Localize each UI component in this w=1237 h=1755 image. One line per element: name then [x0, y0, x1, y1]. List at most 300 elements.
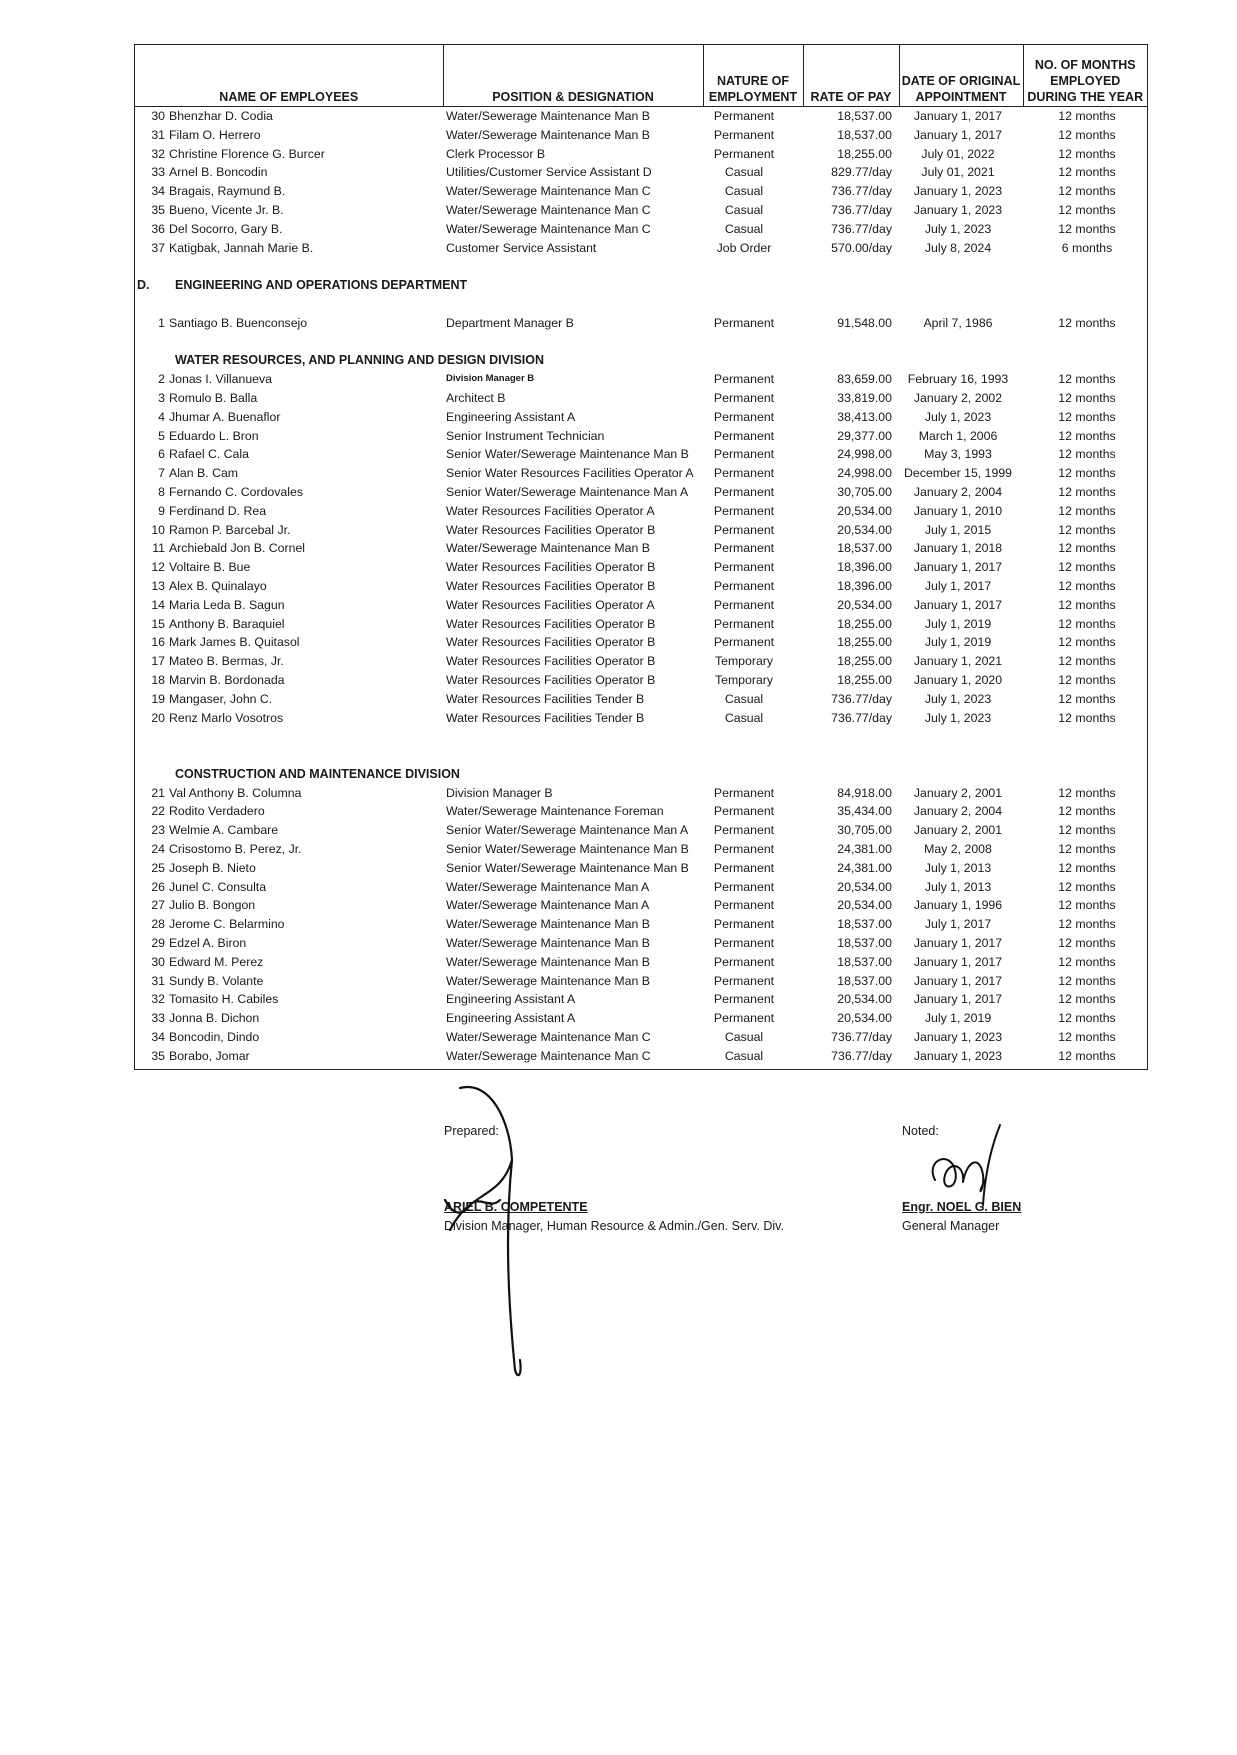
table-row	[135, 370, 1147, 389]
date-of-appointment: January 1, 2017	[913, 597, 1003, 612]
date-of-appointment: January 1, 2017	[913, 109, 1003, 123]
nature-of-employment: Job Order	[716, 240, 772, 255]
employee-name: Edward M. Perez	[169, 954, 264, 969]
months-employed: 12 months	[1058, 654, 1116, 669]
position-designation: Water Resources Facilities Operator B	[446, 578, 656, 593]
nature-of-employment: Permanent	[713, 560, 775, 575]
date-of-appointment: July 1, 2013	[924, 860, 992, 875]
table-row	[135, 539, 1147, 558]
position-designation: Water Resources Facilities Operator B	[446, 635, 656, 650]
nature-of-employment: Permanent	[713, 390, 775, 405]
table-row	[135, 840, 1147, 859]
rate-of-pay: 736.77/day	[831, 1030, 892, 1045]
nature-of-employment: Permanent	[713, 954, 775, 969]
position-designation: Water/Sewerage Maintenance Man C	[446, 221, 651, 236]
date-of-appointment: January 1, 2021	[913, 654, 1003, 669]
row-number: 33	[151, 165, 165, 180]
months-employed: 12 months	[1058, 691, 1116, 706]
employee-name: Fernando C. Cordovales	[169, 484, 303, 499]
table-row	[135, 652, 1147, 671]
nature-of-employment: Permanent	[713, 1011, 775, 1026]
position-designation: Water/Sewerage Maintenance Man B	[446, 973, 650, 988]
row-number: 31	[151, 973, 165, 988]
months-employed: 12 months	[1058, 541, 1116, 556]
employee-name: Santiago B. Buenconsejo	[169, 315, 308, 330]
date-of-appointment: July 8, 2024	[924, 240, 992, 255]
table-row	[135, 107, 1147, 126]
months-employed: 12 months	[1058, 1011, 1116, 1026]
nature-of-employment: Permanent	[713, 785, 775, 800]
date-of-appointment: July 1, 2019	[924, 635, 992, 650]
nature-of-employment: Permanent	[713, 522, 775, 537]
table-row	[135, 1028, 1147, 1047]
row-number: 4	[158, 409, 165, 424]
nature-of-employment: Permanent	[713, 428, 775, 443]
row-number: 27	[151, 898, 165, 913]
months-employed: 12 months	[1058, 879, 1116, 894]
section-d-heading	[135, 276, 1147, 295]
date-of-appointment: January 1, 2017	[913, 992, 1003, 1007]
table-row	[135, 389, 1147, 408]
nature-of-employment: Casual	[724, 1030, 764, 1045]
noted-name: Engr. NOEL G. BIEN	[902, 1200, 1022, 1214]
employee-name: Bhenzhar D. Codia	[169, 109, 273, 123]
rate-of-pay: 18,537.00	[837, 541, 892, 556]
row-number: 12	[151, 560, 165, 575]
employee-name: Arnel B. Boncodin	[169, 165, 268, 180]
position-designation: Water/Sewerage Maintenance Man B	[446, 109, 650, 123]
prepared-name: ARIEL B. COMPETENTE	[444, 1200, 588, 1214]
row-number: 35	[151, 1048, 165, 1063]
nature-of-employment: Permanent	[713, 860, 775, 875]
table-row	[135, 690, 1147, 709]
position-designation: Engineering Assistant A	[446, 1011, 576, 1026]
table-row	[135, 784, 1147, 803]
date-of-appointment: January 1, 2023	[913, 202, 1003, 217]
table-row	[135, 972, 1147, 991]
row-number: 16	[151, 635, 165, 650]
table-row	[135, 596, 1147, 615]
nature-of-employment: Permanent	[713, 635, 775, 650]
months-employed: 12 months	[1058, 315, 1116, 330]
date-of-appointment: January 2, 2004	[913, 804, 1003, 819]
row-number: 19	[151, 691, 165, 706]
months-employed: 12 months	[1058, 578, 1116, 593]
rate-of-pay: 18,255.00	[837, 672, 892, 687]
table-row	[135, 990, 1147, 1009]
nature-of-employment: Permanent	[713, 936, 775, 951]
rate-of-pay: 20,534.00	[837, 503, 892, 518]
date-of-appointment: January 2, 2004	[913, 484, 1003, 499]
position-designation: Water/Sewerage Maintenance Man C	[446, 202, 651, 217]
employee-name: Jonas I. Villanueva	[169, 372, 272, 387]
position-designation: Water Resources Facilities Operator A	[446, 503, 655, 518]
rate-of-pay: 24,998.00	[837, 447, 892, 462]
date-of-appointment: January 1, 2017	[913, 127, 1003, 142]
header-nature: NATURE OF EMPLOYMENT	[703, 45, 803, 107]
row-number: 29	[151, 936, 165, 951]
employee-name: Jhumar A. Buenaflor	[169, 409, 281, 424]
months-employed: 12 months	[1058, 898, 1116, 913]
date-of-appointment: July 1, 2017	[924, 917, 992, 932]
employee-name: Eduardo L. Bron	[169, 428, 259, 443]
nature-of-employment: Casual	[724, 691, 764, 706]
position-designation: Senior Water/Sewerage Maintenance Man A	[446, 823, 689, 838]
position-designation: Utilities/Customer Service Assistant D	[446, 165, 652, 180]
date-of-appointment: July 1, 2013	[924, 879, 992, 894]
employee-name: Val Anthony B. Columna	[169, 785, 302, 800]
nature-of-employment: Permanent	[713, 879, 775, 894]
nature-of-employment: Permanent	[713, 823, 775, 838]
months-employed: 12 months	[1058, 917, 1116, 932]
rate-of-pay: 736.77/day	[831, 184, 892, 199]
rate-of-pay: 736.77/day	[831, 221, 892, 236]
months-employed: 12 months	[1058, 710, 1116, 725]
months-employed: 12 months	[1058, 973, 1116, 988]
table-row	[135, 558, 1147, 577]
table-header	[135, 45, 1147, 107]
row-number: 23	[151, 823, 165, 838]
date-of-appointment: July 1, 2023	[924, 409, 992, 424]
position-designation: Senior Water/Sewerage Maintenance Man B	[446, 842, 689, 857]
row-number: 9	[158, 503, 165, 518]
table-row	[135, 521, 1147, 540]
header-rate: RATE OF PAY	[803, 45, 899, 107]
date-of-appointment: January 1, 2017	[913, 954, 1003, 969]
months-employed: 12 months	[1058, 503, 1116, 518]
months-employed: 12 months	[1058, 1030, 1116, 1045]
row-number: 34	[151, 184, 165, 199]
table-row	[135, 915, 1147, 934]
employee-name: Sundy B. Volante	[169, 973, 264, 988]
row-number: 18	[151, 672, 165, 687]
nature-of-employment: Permanent	[713, 447, 775, 462]
employee-name: Tomasito H. Cabiles	[169, 992, 279, 1007]
position-designation: Water Resources Facilities Operator B	[446, 522, 656, 537]
rate-of-pay: 20,534.00	[837, 522, 892, 537]
rate-of-pay: 30,705.00	[837, 823, 892, 838]
employee-name: Archiebald Jon B. Cornel	[169, 541, 306, 556]
rate-of-pay: 18,396.00	[837, 560, 892, 575]
months-employed: 12 months	[1058, 127, 1116, 142]
date-of-appointment: July 1, 2019	[924, 616, 992, 631]
employee-name: Mark James B. Quitasol	[169, 635, 300, 650]
rate-of-pay: 18,255.00	[837, 635, 892, 650]
division-title: CONSTRUCTION AND MAINTENANCE DIVISION	[175, 766, 460, 781]
employee-name: Maria Leda B. Sagun	[169, 597, 285, 612]
months-employed: 12 months	[1058, 842, 1116, 857]
rate-of-pay: 736.77/day	[831, 710, 892, 725]
employee-name: Ramon P. Barcebal Jr.	[169, 522, 291, 537]
nature-of-employment: Permanent	[713, 315, 775, 330]
table-row	[135, 182, 1147, 201]
employee-name: Jonna B. Dichon	[169, 1011, 260, 1026]
position-designation: Senior Water/Sewerage Maintenance Man B	[446, 447, 689, 462]
employee-name: Anthony B. Baraquiel	[169, 616, 285, 631]
construction-division-heading	[135, 765, 1147, 784]
position-designation: Water/Sewerage Maintenance Foreman	[446, 804, 664, 819]
row-number: 20	[151, 710, 165, 725]
months-employed: 12 months	[1058, 954, 1116, 969]
row-number: 36	[151, 221, 165, 236]
employee-name: Renz Marlo Vosotros	[169, 710, 284, 725]
rate-of-pay: 24,381.00	[837, 860, 892, 875]
rate-of-pay: 736.77/day	[831, 691, 892, 706]
noted-title: General Manager	[902, 1219, 1000, 1233]
row-number: 14	[151, 597, 165, 612]
rate-of-pay: 736.77/day	[831, 202, 892, 217]
position-designation: Water/Sewerage Maintenance Man B	[446, 541, 650, 556]
date-of-appointment: January 1, 2017	[913, 560, 1003, 575]
position-designation: Division Manager B	[446, 785, 553, 800]
nature-of-employment: Permanent	[713, 992, 775, 1007]
employee-name: Del Socorro, Gary B.	[169, 221, 283, 236]
row-number: 33	[151, 1011, 165, 1026]
header-name: NAME OF EMPLOYEES	[135, 45, 443, 107]
date-of-appointment: July 1, 2015	[924, 522, 992, 537]
position-designation: Water Resources Facilities Operator B	[446, 560, 656, 575]
table-row	[135, 201, 1147, 220]
employee-name: Rafael C. Cala	[169, 447, 249, 462]
nature-of-employment: Casual	[724, 710, 764, 725]
table-row	[135, 802, 1147, 821]
months-employed: 6 months	[1061, 240, 1113, 255]
employee-name: Mangaser, John C.	[169, 691, 273, 706]
months-employed: 12 months	[1058, 635, 1116, 650]
employee-name: Mateo B. Bermas, Jr.	[169, 654, 284, 669]
date-of-appointment: July 01, 2022	[921, 146, 995, 161]
months-employed: 12 months	[1058, 785, 1116, 800]
row-number: 26	[151, 879, 165, 894]
nature-of-employment: Permanent	[713, 503, 775, 518]
row-number: 34	[151, 1030, 165, 1045]
rate-of-pay: 20,534.00	[837, 597, 892, 612]
months-employed: 12 months	[1058, 109, 1116, 123]
position-designation: Senior Water/Sewerage Maintenance Man B	[446, 860, 689, 875]
position-designation: Water/Sewerage Maintenance Man B	[446, 936, 650, 951]
date-of-appointment: January 1, 2023	[913, 1030, 1003, 1045]
employee-name: Alan B. Cam	[169, 466, 239, 481]
rate-of-pay: 18,255.00	[837, 654, 892, 669]
rate-of-pay: 18,255.00	[837, 616, 892, 631]
months-employed: 12 months	[1058, 597, 1116, 612]
position-designation: Water Resources Facilities Operator B	[446, 654, 656, 669]
row-number: 35	[151, 202, 165, 217]
date-of-appointment: July 1, 2023	[924, 221, 992, 236]
rate-of-pay: 18,537.00	[837, 127, 892, 142]
position-designation: Water/Sewerage Maintenance Man C	[446, 1048, 651, 1063]
row-number: 8	[158, 484, 165, 499]
row-number: 3	[158, 390, 165, 405]
row-number: 32	[151, 992, 165, 1007]
department-head-row	[135, 314, 1147, 333]
rate-of-pay: 736.77/day	[831, 1048, 892, 1063]
table-row	[135, 163, 1147, 182]
table-row	[135, 145, 1147, 164]
months-employed: 12 months	[1058, 823, 1116, 838]
water-division-heading	[135, 351, 1147, 370]
row-number: 11	[152, 541, 165, 556]
months-employed: 12 months	[1058, 484, 1116, 499]
date-of-appointment: July 1, 2017	[924, 578, 992, 593]
nature-of-employment: Permanent	[713, 842, 775, 857]
date-of-appointment: January 2, 2001	[913, 785, 1003, 800]
header-date: DATE OF ORIGINAL APPOINTMENT	[899, 45, 1023, 107]
date-of-appointment: July 1, 2023	[924, 710, 992, 725]
position-designation: Senior Water/Sewerage Maintenance Man A	[446, 484, 689, 499]
nature-of-employment: Temporary	[714, 654, 774, 669]
rate-of-pay: 33,819.00	[837, 390, 892, 405]
row-number: 28	[151, 917, 165, 932]
nature-of-employment: Permanent	[713, 616, 775, 631]
position-designation: Division Manager B	[446, 373, 535, 385]
employee-name: Welmie A. Cambare	[169, 823, 279, 838]
employee-name: Junel C. Consulta	[169, 879, 267, 894]
row-number: 21	[151, 785, 165, 800]
position-designation: Water Resources Facilities Tender B	[446, 710, 645, 725]
nature-of-employment: Permanent	[713, 917, 775, 932]
header-position: POSITION & DESIGNATION	[443, 45, 703, 107]
row-number: 22	[151, 804, 165, 819]
row-number: 6	[158, 447, 165, 462]
date-of-appointment: May 2, 2008	[924, 842, 992, 857]
table-row	[135, 953, 1147, 972]
months-employed: 12 months	[1058, 860, 1116, 875]
nature-of-employment: Permanent	[713, 146, 775, 161]
position-designation: Water/Sewerage Maintenance Man B	[446, 954, 650, 969]
date-of-appointment: December 15, 1999	[903, 466, 1012, 481]
table-row	[135, 934, 1147, 953]
position-designation: Architect B	[446, 390, 506, 405]
table-row	[135, 577, 1147, 596]
date-of-appointment: February 16, 1993	[907, 372, 1009, 387]
table-row	[135, 615, 1147, 634]
rate-of-pay: 30,705.00	[837, 484, 892, 499]
date-of-appointment: January 1, 2018	[913, 541, 1003, 556]
prepared-title: Division Manager, Human Resource & Admin./Gen. Serv. Div.	[444, 1219, 784, 1233]
months-employed: 12 months	[1058, 522, 1116, 537]
group-admin-continued	[135, 107, 1147, 257]
nature-of-employment: Permanent	[713, 127, 775, 142]
months-employed: 12 months	[1058, 560, 1116, 575]
row-number: 24	[151, 842, 165, 857]
rate-of-pay: 84,918.00	[837, 785, 892, 800]
months-employed: 12 months	[1058, 1048, 1116, 1063]
table-row	[135, 671, 1147, 690]
position-designation: Department Manager B	[446, 315, 574, 330]
months-employed: 12 months	[1058, 804, 1116, 819]
nature-of-employment: Casual	[724, 202, 764, 217]
rate-of-pay: 18,537.00	[837, 954, 892, 969]
position-designation: Water/Sewerage Maintenance Man B	[446, 917, 650, 932]
rate-of-pay: 18,537.00	[837, 109, 892, 123]
section-letter: D.	[137, 278, 150, 293]
rate-of-pay: 18,255.00	[837, 146, 892, 161]
table-row	[135, 502, 1147, 521]
position-designation: Water Resources Facilities Tender B	[446, 691, 645, 706]
row-number: 30	[151, 954, 165, 969]
position-designation: Water Resources Facilities Operator B	[446, 616, 656, 631]
position-designation: Customer Service Assistant	[446, 240, 597, 255]
table-row	[135, 859, 1147, 878]
employee-name: Marvin B. Bordonada	[169, 672, 285, 687]
employee-name: Voltaire B. Bue	[169, 560, 251, 575]
nature-of-employment: Temporary	[714, 672, 774, 687]
rate-of-pay: 20,534.00	[837, 1011, 892, 1026]
table-row	[135, 896, 1147, 915]
table-row	[135, 427, 1147, 446]
date-of-appointment: July 1, 2023	[924, 691, 992, 706]
nature-of-employment: Permanent	[713, 484, 775, 499]
months-employed: 12 months	[1058, 372, 1116, 387]
date-of-appointment: July 01, 2021	[921, 165, 995, 180]
employee-name: Alex B. Quinalayo	[169, 578, 267, 593]
prepared-signature	[430, 1080, 550, 1390]
nature-of-employment: Permanent	[713, 578, 775, 593]
months-employed: 12 months	[1058, 202, 1116, 217]
employee-name: Jerome C. Belarmino	[169, 917, 285, 932]
rate-of-pay: 18,537.00	[837, 973, 892, 988]
rate-of-pay: 20,534.00	[837, 898, 892, 913]
table-row	[135, 464, 1147, 483]
row-number: 17	[151, 654, 165, 669]
position-designation: Water/Sewerage Maintenance Man A	[446, 879, 650, 894]
group-water-division	[135, 370, 1147, 727]
division-title: WATER RESOURCES, AND PLANNING AND DESIGN DIVISION	[175, 353, 545, 368]
nature-of-employment: Permanent	[713, 898, 775, 913]
group-construction-division	[135, 784, 1147, 1066]
position-designation: Water/Sewerage Maintenance Man C	[446, 184, 651, 199]
months-employed: 12 months	[1058, 184, 1116, 199]
rate-of-pay: 20,534.00	[837, 992, 892, 1007]
nature-of-employment: Casual	[724, 1048, 764, 1063]
position-designation: Water/Sewerage Maintenance Man B	[446, 127, 650, 142]
employee-name: Ferdinand D. Rea	[169, 503, 267, 518]
months-employed: 12 months	[1058, 672, 1116, 687]
employee-name: Filam O. Herrero	[169, 127, 261, 142]
row-number: 25	[151, 860, 165, 875]
employee-name: Joseph B. Nieto	[169, 860, 256, 875]
rate-of-pay: 29,377.00	[837, 428, 892, 443]
nature-of-employment: Casual	[724, 221, 764, 236]
row-number: 1	[158, 315, 165, 330]
noted-label: Noted:	[902, 1124, 939, 1138]
row-number: 5	[158, 428, 165, 443]
section-title: ENGINEERING AND OPERATIONS DEPARTMENT	[175, 278, 468, 293]
table-row	[135, 633, 1147, 652]
position-designation: Clerk Processor B	[446, 146, 546, 161]
months-employed: 12 months	[1058, 165, 1116, 180]
row-number: 31	[151, 127, 165, 142]
rate-of-pay: 18,537.00	[837, 917, 892, 932]
date-of-appointment: January 1, 2010	[913, 503, 1003, 518]
table-row	[135, 445, 1147, 464]
row-number: 15	[151, 616, 165, 631]
nature-of-employment: Permanent	[713, 597, 775, 612]
date-of-appointment: April 7, 1986	[923, 315, 993, 330]
date-of-appointment: January 1, 2017	[913, 973, 1003, 988]
employee-table	[134, 44, 1148, 1070]
row-number: 7	[158, 466, 165, 481]
nature-of-employment: Permanent	[713, 466, 775, 481]
employee-name: Romulo B. Balla	[169, 390, 258, 405]
table-row	[135, 408, 1147, 427]
employee-name: Bragais, Raymund B.	[169, 184, 286, 199]
date-of-appointment: January 2, 2002	[913, 390, 1003, 405]
table-row	[135, 1047, 1147, 1066]
position-designation: Water Resources Facilities Operator B	[446, 672, 656, 687]
rate-of-pay: 91,548.00	[837, 315, 892, 330]
